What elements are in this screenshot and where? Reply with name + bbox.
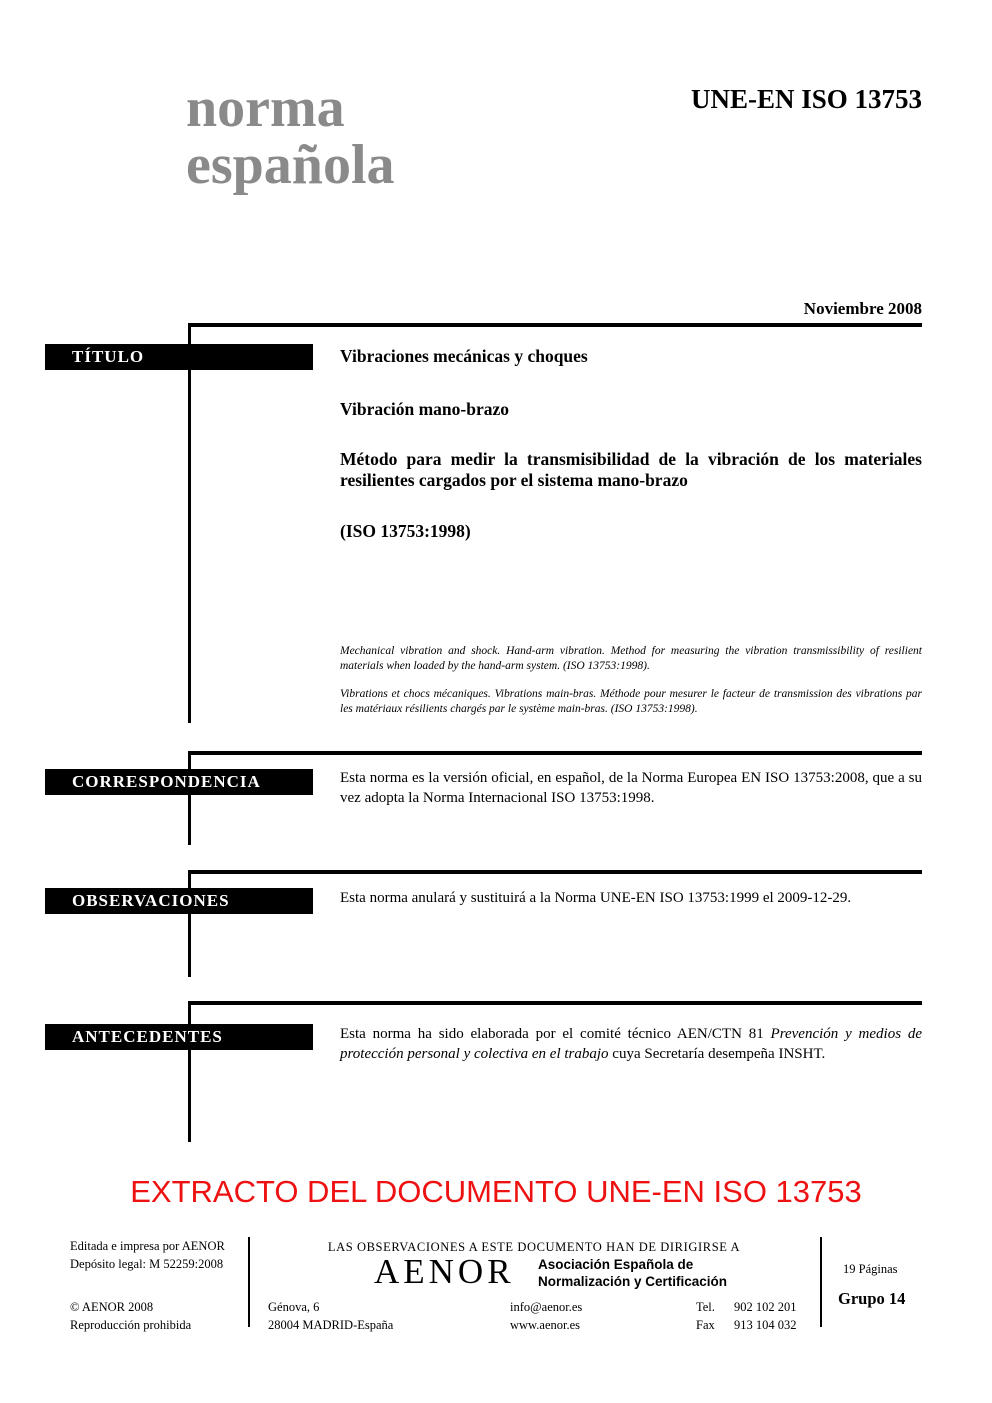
observaciones-label-box <box>45 888 313 914</box>
antecedentes-text <box>340 1025 922 1064</box>
titulo-label: TÍTULO <box>72 347 145 366</box>
footer-tel-label: Tel. <box>696 1300 715 1314</box>
horizontal-rule-1 <box>188 323 922 327</box>
footer-email: info@aenor.es <box>510 1300 583 1314</box>
title-line-1: Vibraciones mecánicas y choques <box>340 346 588 366</box>
footer-reproduction: Reproducción prohibida <box>70 1317 192 1332</box>
vertical-rule-3 <box>188 870 191 977</box>
footer-address-block <box>268 1299 393 1334</box>
footer-fax-label: Fax <box>696 1317 715 1332</box>
antecedentes-text-part1: Esta norma ha sido elaborada por el comité técnico AEN/CTN 81 <box>340 1026 771 1042</box>
correspondencia-text: Esta norma es la versión oficial, en español, de la Norma Europea EN ISO 13753:2008, que a su vez adopta la Norma Internacional ISO 13753:1998. <box>340 770 922 806</box>
standard-code: UNE-EN ISO 13753 <box>690 84 922 114</box>
title-line-2: Vibración mano-brazo <box>340 399 509 419</box>
horizontal-rule-3 <box>188 870 922 874</box>
footer-copyright-block <box>70 1299 191 1334</box>
footer-edited-line1: Editada e impresa por AENOR <box>70 1239 225 1253</box>
antecedentes-label: ANTECEDENTES <box>72 1027 223 1046</box>
aenor-tagline-line1: Asociación Española de <box>538 1257 694 1272</box>
vertical-rule-4 <box>188 1001 191 1142</box>
abstract-french: Vibrations et chocs mécaniques. Vibrations main-bras. Méthode pour mesurer le facteur de transmission des vibrations par les matériaux résilients chargés par le système main-bras. (ISO 13753:1998). <box>340 688 922 715</box>
publication-date: Noviembre 2008 <box>803 299 922 318</box>
footer-group: Grupo 14 <box>838 1289 906 1308</box>
footer-phone-labels <box>696 1299 715 1334</box>
aenor-tagline <box>538 1257 727 1290</box>
footer-fax-number: 913 104 032 <box>734 1317 797 1332</box>
footer-contact-block <box>510 1299 582 1334</box>
observaciones-label: OBSERVACIONES <box>72 891 230 910</box>
footer-copyright: © AENOR 2008 <box>70 1300 154 1314</box>
vertical-rule-1 <box>188 323 191 723</box>
footer-page-count: 19 Páginas <box>843 1262 898 1276</box>
correspondencia-label-box <box>45 769 313 795</box>
observaciones-text: Esta norma anulará y sustituirá a la Norma UNE-EN ISO 13753:1999 el 2009-12-29. <box>340 890 852 906</box>
aenor-logo: AENOR <box>374 1252 515 1291</box>
norma-espanola-logo <box>186 77 395 196</box>
antecedentes-label-box <box>45 1024 313 1050</box>
title-line-3: Método para medir la transmisibilidad de la vibración de los materiales resilientes cargados por el sistema mano-brazo <box>340 449 922 490</box>
abstract-english: Mechanical vibration and shock. Hand-arm vibration. Method for measuring the vibration transmissibility of resilient materials when loaded by the hand-arm system. (ISO 13753:1998). <box>340 645 922 672</box>
footer-edited-block <box>70 1238 225 1273</box>
vertical-rule-2 <box>188 751 191 845</box>
horizontal-rule-4 <box>188 1001 922 1005</box>
antecedentes-text-part2: cuya Secretaría desempeña INSHT. <box>608 1045 826 1062</box>
brand-line-2: española <box>186 134 395 196</box>
footer-phone-numbers <box>734 1299 797 1334</box>
footer-address-line2: 28004 MADRID-España <box>268 1317 394 1332</box>
aenor-tagline-line2: Normalización y Certificación <box>538 1273 728 1289</box>
brand-line-1: norma <box>186 77 345 139</box>
iso-reference: (ISO 13753:1998) <box>340 521 471 541</box>
correspondencia-label: CORRESPONDENCIA <box>72 772 261 791</box>
footer-address-line1: Génova, 6 <box>268 1300 320 1314</box>
extract-notice: EXTRACTO DEL DOCUMENTO UNE-EN ISO 13753 <box>130 1174 862 1209</box>
footer-tel-number: 902 102 201 <box>734 1300 797 1314</box>
horizontal-rule-2 <box>188 751 922 755</box>
footer-divider-right <box>820 1237 822 1327</box>
footer-web: www.aenor.es <box>510 1317 581 1332</box>
footer-observations-notice: LAS OBSERVACIONES A ESTE DOCUMENTO HAN DE DIRIGIRSE A <box>327 1240 741 1254</box>
footer-deposito-legal: Depósito legal: M 52259:2008 <box>70 1256 224 1271</box>
titulo-label-box <box>45 344 313 370</box>
antecedentes-text-italic: Prevención y medios de protección personal y colectiva en el trabajo <box>340 1026 922 1062</box>
